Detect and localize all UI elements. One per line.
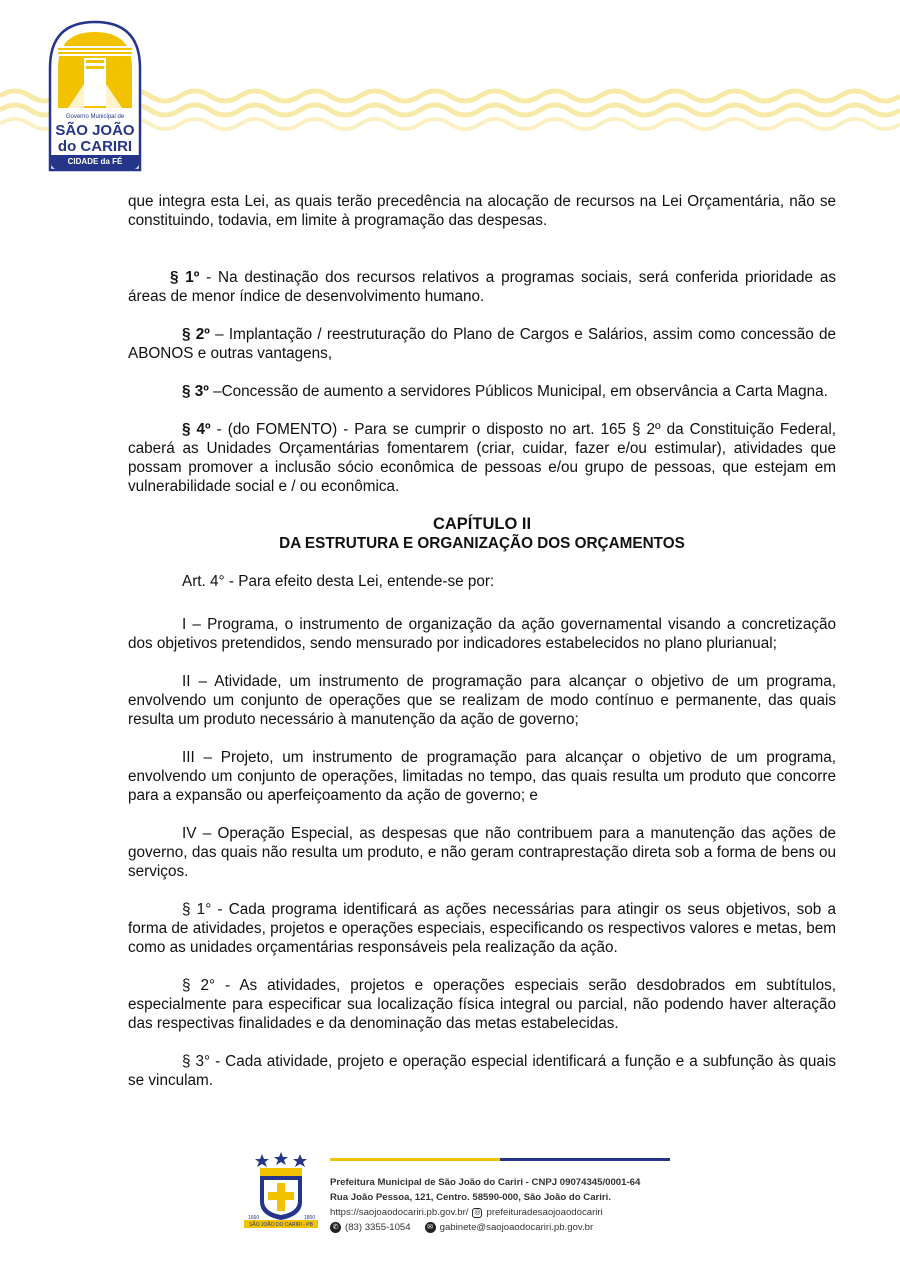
footer-website-link[interactable]: https://saojoaodocariri.pb.gov.br/ — [330, 1207, 469, 1218]
section-mark: § 1º — [170, 269, 200, 286]
municipal-logo — [48, 20, 142, 172]
instagram-icon: ◎ — [474, 1208, 481, 1216]
logo-title-line1: SÃO JOÃO — [55, 122, 135, 139]
paragraph-text: – Implantação / reestruturação do Plano de Cargos e Salários, assim como concessão de ABONOS e outras vantagens, — [128, 326, 836, 362]
paragraph-a1: § 1° - Cada programa identificará as ações necessárias para atingir os seus objetivos, sob a forma de atividades, projetos e operações especiais, especificando os respectivos valores e metas, bem como as unidades orçamentárias responsáveis pela realização da ação. — [128, 901, 836, 956]
section-mark: § 3º — [182, 383, 209, 400]
paragraph-a3: § 3° - Cada atividade, projeto e operação especial identificará a função e a subfunção às quais se vinculam. — [128, 1053, 836, 1089]
phone-icon: ✆ — [330, 1222, 341, 1233]
document-body — [128, 192, 836, 1090]
chapter-heading — [128, 515, 836, 553]
paragraph-text: - (do FOMENTO) - Para se cumprir o disposto no art. 165 § 2º da Constituição Federal, caberá as Unidades Orçamentárias fomentarem (criar, cuidar, fazer e/ou estimular), atividades que possam promover a inclusão sócio econômica de pessoas e/ou grupo de pessoas, que estejam em vulnerabilidade social e / ou econômica. — [128, 421, 836, 495]
footer-entity-line: Prefeitura Municipal de São João do Cariri - CNPJ 09074345/0001-64 — [330, 1177, 641, 1188]
footer-contact-row — [330, 1222, 680, 1233]
item-iii: III – Projeto, um instrumento de programação para alcançar o objetivo de um programa, envolvendo um conjunto de operações, limitadas no tempo, das quais resulta um produto que concorre para a expansão ou aperfeiçoamento da ação de governo; e — [128, 749, 836, 804]
paragraph-a2: § 2° - As atividades, projetos e operações especiais serão desdobrados em subtítulos, especialmente para especificar sua localização física integral ou parcial, não podendo haver alteração das respectivas finalidades e da denominação das metas estabelecidas. — [128, 977, 836, 1032]
footer — [240, 1148, 680, 1238]
footer-web-row — [330, 1207, 680, 1218]
chapter-title: CAPÍTULO II — [432, 515, 532, 533]
coat-of-arms-icon — [240, 1150, 322, 1230]
footer-contact — [330, 1148, 680, 1233]
crest-year-right: 1800 — [304, 1215, 316, 1221]
footer-phone[interactable]: (83) 3355-1054 — [345, 1222, 411, 1233]
section-mark: § 2º — [182, 326, 210, 343]
crest-year-left: 1660 — [248, 1215, 260, 1221]
paragraph-text: –Concessão de aumento a servidores Públicos Municipal, em observância a Carta Magna. — [208, 383, 828, 400]
footer-instagram[interactable]: prefeituradesaojoaodocariri — [486, 1207, 603, 1218]
footer-divider — [330, 1158, 670, 1161]
crest-motto: SÃO JOÃO DO CARIRI - PB — [249, 1222, 313, 1228]
footer-address: Rua João Pessoa, 121, Centro. 58590-000, São João do Cariri. — [330, 1192, 612, 1203]
article-4: Art. 4° - Para efeito desta Lei, entende-se por: — [182, 573, 495, 590]
logo-title-line2: do CARIRI — [57, 138, 133, 155]
logo-small-text: Governo Municipal de — [65, 114, 125, 120]
paragraph-s2 — [128, 325, 836, 363]
logo-band-text: CIDADE da FÉ — [51, 155, 139, 169]
chapter-subtitle: DA ESTRUTURA E ORGANIZAÇÃO DOS ORÇAMENTOS — [279, 535, 685, 552]
paragraph-s3 — [128, 382, 836, 401]
section-mark: § 4º — [182, 421, 211, 438]
item-ii: II – Atividade, um instrumento de programação para alcançar o objetivo de um programa, envolvendo um conjunto de operações que se realizam de modo contínuo e permanente, das quais resulta um produto necessário à manutenção da ação de governo; — [128, 673, 836, 728]
paragraph-s4 — [128, 420, 836, 496]
paragraph-continuation: que integra esta Lei, as quais terão precedência na alocação de recursos na Lei Orçamentária, não se constituindo, todavia, em limite à programação das despesas. — [128, 193, 836, 229]
item-iv: IV – Operação Especial, as despesas que não contribuem para a manutenção das ações de governo, das quais não resulta um produto, e não geram contraprestação direta sob a forma de bens ou serviços. — [128, 825, 836, 880]
email-icon: ✉ — [425, 1222, 436, 1233]
paragraph-s1 — [128, 268, 836, 306]
footer-email[interactable]: gabinete@saojoaodocariri.pb.gov.br — [439, 1222, 594, 1233]
item-i: I – Programa, o instrumento de organização da ação governamental visando a concretização dos objetivos pretendidos, sendo mensurado por indicadores estabelecidos no plano plurianual; — [128, 616, 836, 652]
paragraph-text: - Na destinação dos recursos relativos a programas sociais, será conferida prioridade as áreas de menor índice de desenvolvimento humano. — [128, 269, 836, 305]
